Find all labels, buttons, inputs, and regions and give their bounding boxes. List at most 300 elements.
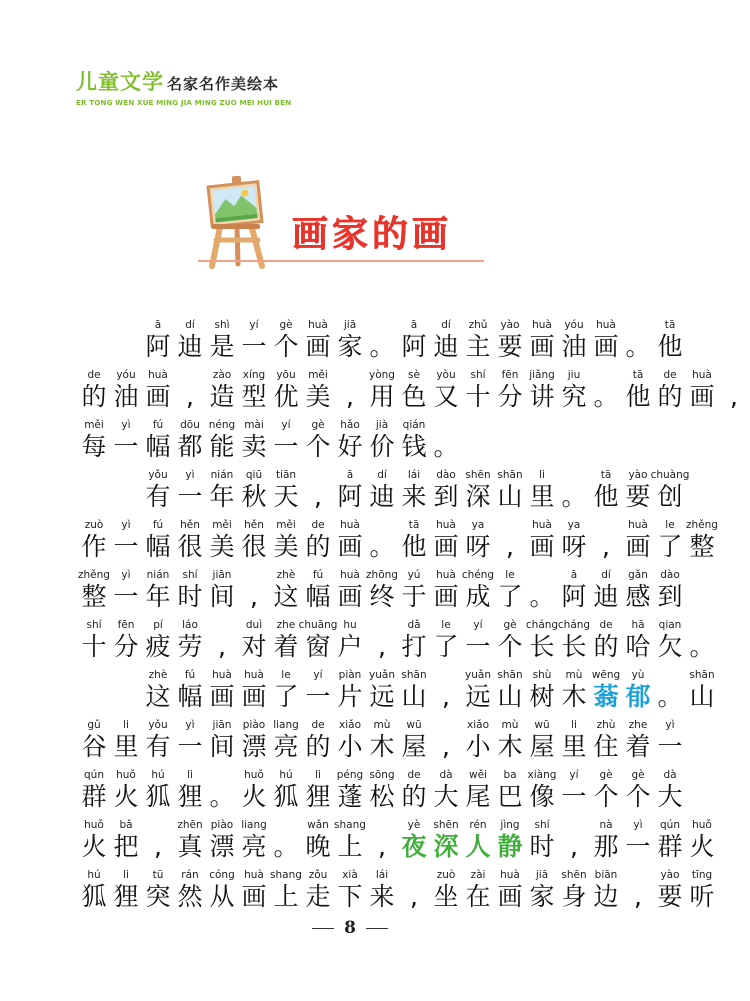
character <box>142 418 174 468</box>
pinyin: sōng <box>369 769 395 781</box>
hanzi: 群 <box>657 832 683 861</box>
character <box>430 518 462 568</box>
pinyin: jiān <box>212 569 232 581</box>
character <box>174 418 206 468</box>
pinyin: shang <box>334 819 366 831</box>
hanzi: 造 <box>209 382 235 411</box>
pinyin: hā <box>631 619 645 631</box>
hanzi: 小 <box>337 732 363 761</box>
hanzi: 迪 <box>433 332 459 361</box>
hanzi: 火 <box>113 782 139 811</box>
pinyin: ā <box>346 469 354 481</box>
highlighted-character <box>622 668 654 718</box>
pinyin: yòng <box>369 369 395 381</box>
hanzi: 主 <box>465 332 491 361</box>
character <box>174 468 206 518</box>
pinyin: yǒu <box>148 719 168 731</box>
hanzi: 下 <box>337 882 363 911</box>
hanzi: 画 <box>497 882 523 911</box>
character <box>650 468 690 518</box>
character <box>654 318 686 368</box>
character <box>590 768 622 818</box>
character <box>558 318 590 368</box>
pinyin: yì <box>121 419 131 431</box>
hanzi: 十 <box>465 382 491 411</box>
pinyin: lái <box>375 869 389 881</box>
pinyin: zhěng <box>686 519 718 531</box>
pinyin: rán <box>181 869 199 881</box>
character <box>398 718 430 768</box>
hanzi: 画 <box>337 532 363 561</box>
hanzi: , <box>442 732 450 761</box>
hanzi: 火 <box>689 832 715 861</box>
character <box>366 868 398 918</box>
character <box>270 818 302 868</box>
pinyin: mù <box>501 719 519 731</box>
pinyin: huà <box>436 519 456 531</box>
text-line <box>78 418 618 468</box>
pinyin: le <box>665 519 675 531</box>
hanzi: , <box>346 382 354 411</box>
character <box>238 568 270 618</box>
pinyin: xiàng <box>527 769 557 781</box>
character <box>302 868 334 918</box>
pinyin: fēn <box>117 619 135 631</box>
pinyin: nián <box>210 469 234 481</box>
character <box>174 518 206 568</box>
pinyin: yuǎn <box>465 669 491 681</box>
character <box>174 618 206 668</box>
pinyin: yóu <box>116 369 136 381</box>
pinyin: zào <box>212 369 232 381</box>
character <box>78 818 110 868</box>
hanzi: 片 <box>337 682 363 711</box>
highlighted-character <box>590 668 622 718</box>
pinyin: chéng <box>461 569 495 581</box>
hanzi: 蓊 <box>593 682 619 711</box>
pinyin: yuǎn <box>369 669 395 681</box>
pinyin: měi <box>84 419 104 431</box>
pinyin: de <box>599 619 613 631</box>
pinyin: gè <box>599 769 613 781</box>
character <box>654 868 686 918</box>
character <box>78 768 110 818</box>
hanzi: 钱 <box>401 432 427 461</box>
hanzi: 感 <box>625 582 651 611</box>
character <box>110 718 142 768</box>
character <box>78 868 110 918</box>
character <box>686 368 718 418</box>
character <box>558 868 590 918</box>
character <box>270 518 302 568</box>
pinyin: huà <box>628 519 648 531</box>
hanzi: 。 <box>369 532 395 561</box>
character <box>78 718 110 768</box>
character <box>558 368 590 418</box>
character <box>718 368 750 418</box>
hanzi: 里 <box>529 482 555 511</box>
pinyin: huà <box>500 869 520 881</box>
character <box>430 618 462 668</box>
pinyin: zuò <box>84 519 104 531</box>
pinyin: huà <box>148 369 168 381</box>
pinyin: tiān <box>275 469 297 481</box>
character <box>110 418 142 468</box>
hanzi: 里 <box>113 732 139 761</box>
pinyin: fú <box>152 519 164 531</box>
hanzi: , <box>250 582 258 611</box>
character <box>398 418 430 468</box>
hanzi: 屋 <box>529 732 555 761</box>
character <box>558 518 590 568</box>
character <box>206 818 238 868</box>
hanzi: 的 <box>81 382 107 411</box>
hanzi: 很 <box>177 532 203 561</box>
character <box>110 568 142 618</box>
pinyin: ya <box>567 519 581 531</box>
pinyin: dí <box>601 569 611 581</box>
hanzi: 狸 <box>113 882 139 911</box>
pinyin: tū <box>152 869 164 881</box>
character <box>654 368 686 418</box>
character <box>110 368 142 418</box>
hanzi: 阿 <box>145 332 171 361</box>
text-line <box>78 768 683 818</box>
hanzi: 画 <box>305 332 331 361</box>
character <box>654 718 686 768</box>
pinyin: le <box>441 619 451 631</box>
hanzi: , <box>442 682 450 711</box>
character <box>238 418 270 468</box>
hanzi: 蓬 <box>337 782 363 811</box>
character <box>430 668 462 718</box>
hanzi: 呀 <box>561 532 587 561</box>
pinyin: gè <box>311 419 325 431</box>
character <box>686 618 718 668</box>
pinyin: liang <box>273 719 299 731</box>
hanzi: 火 <box>81 832 107 861</box>
hanzi: 用 <box>369 382 395 411</box>
pinyin: hěn <box>244 519 264 531</box>
hanzi: 个 <box>497 632 523 661</box>
hanzi: 对 <box>241 632 267 661</box>
character <box>398 768 430 818</box>
pinyin: zhe <box>628 719 648 731</box>
highlighted-character <box>462 818 494 868</box>
pinyin: měi <box>276 519 296 531</box>
character <box>398 868 430 918</box>
hanzi: 欠 <box>657 632 683 661</box>
pinyin: shān <box>497 669 523 681</box>
pinyin: bǎ <box>119 819 133 831</box>
character <box>366 668 398 718</box>
pinyin: jiā <box>343 319 357 331</box>
character <box>462 868 494 918</box>
pinyin: jiān <box>212 719 232 731</box>
pinyin: cóng <box>209 869 235 881</box>
pinyin: qián <box>402 419 426 431</box>
hanzi: 要 <box>625 482 651 511</box>
hanzi: 他 <box>593 482 619 511</box>
hanzi: 个 <box>625 782 651 811</box>
hanzi: 然 <box>177 882 203 911</box>
character <box>238 518 270 568</box>
character <box>558 468 590 518</box>
hanzi: 尾 <box>465 782 491 811</box>
hanzi: 画 <box>625 532 651 561</box>
pinyin: chuāng <box>298 619 338 631</box>
pinyin: yì <box>121 569 131 581</box>
character <box>174 368 206 418</box>
hanzi: 的 <box>657 382 683 411</box>
hanzi: 这 <box>273 582 299 611</box>
character <box>366 818 398 868</box>
hanzi: 一 <box>465 632 491 661</box>
character <box>142 568 174 618</box>
hanzi: 松 <box>369 782 395 811</box>
character <box>270 468 302 518</box>
pinyin: yì <box>665 719 675 731</box>
hanzi: 着 <box>625 732 651 761</box>
pinyin: yào <box>500 319 520 331</box>
pinyin: shān <box>689 669 715 681</box>
easel-painting-icon <box>196 168 278 268</box>
character <box>238 618 270 668</box>
pinyin: láo <box>182 619 198 631</box>
character <box>558 568 590 618</box>
hanzi: 作 <box>81 532 107 561</box>
hanzi: 画 <box>593 332 619 361</box>
text-line <box>78 368 738 418</box>
character <box>622 818 654 868</box>
pinyin: huà <box>308 319 328 331</box>
pinyin: hú <box>279 769 293 781</box>
footer-dash-right <box>366 928 388 929</box>
hanzi: 真 <box>177 832 203 861</box>
pinyin: yì <box>633 819 643 831</box>
hanzi: 。 <box>689 632 715 661</box>
pinyin: huà <box>212 669 232 681</box>
pinyin: zhù <box>596 719 616 731</box>
series-header <box>76 66 291 107</box>
pinyin: de <box>407 769 421 781</box>
pinyin: yí <box>249 319 259 331</box>
character <box>430 568 462 618</box>
hanzi: 幅 <box>145 532 171 561</box>
page-footer <box>0 918 700 938</box>
hanzi: 年 <box>209 482 235 511</box>
hanzi: 打 <box>401 632 427 661</box>
character <box>462 318 494 368</box>
pinyin: yí <box>569 769 579 781</box>
hanzi: 突 <box>145 882 171 911</box>
hanzi: 窗 <box>305 632 331 661</box>
pinyin: piàn <box>338 669 362 681</box>
hanzi: 郁 <box>625 682 651 711</box>
hanzi: 来 <box>369 882 395 911</box>
character <box>206 868 238 918</box>
character <box>334 368 366 418</box>
character <box>590 568 622 618</box>
pinyin: lái <box>407 469 421 481</box>
character <box>334 818 366 868</box>
character <box>494 868 526 918</box>
character <box>238 368 270 418</box>
hanzi: 他 <box>657 332 683 361</box>
pinyin: mù <box>373 719 391 731</box>
character <box>462 618 494 668</box>
pinyin: huǒ <box>692 819 712 831</box>
hanzi: 画 <box>433 532 459 561</box>
hanzi: 有 <box>145 732 171 761</box>
character <box>526 768 558 818</box>
hanzi: 好 <box>337 432 363 461</box>
character <box>398 668 430 718</box>
pinyin: fú <box>152 419 164 431</box>
character <box>398 318 430 368</box>
character <box>334 568 366 618</box>
hanzi: 于 <box>401 582 427 611</box>
character <box>462 368 494 418</box>
character <box>302 468 334 518</box>
hanzi: 来 <box>401 482 427 511</box>
hanzi: 个 <box>273 332 299 361</box>
pinyin: huǒ <box>244 769 264 781</box>
pinyin: yòu <box>436 369 456 381</box>
hanzi: 山 <box>497 482 523 511</box>
character <box>302 568 334 618</box>
hanzi: 一 <box>273 432 299 461</box>
pinyin: qún <box>660 819 680 831</box>
hanzi: 长 <box>529 632 555 661</box>
character <box>238 768 270 818</box>
pinyin: néng <box>208 419 236 431</box>
pinyin: yè <box>407 819 421 831</box>
character <box>590 868 622 918</box>
character <box>302 368 334 418</box>
character <box>494 618 526 668</box>
hanzi: 屋 <box>401 732 427 761</box>
character <box>238 318 270 368</box>
hanzi: 成 <box>465 582 491 611</box>
pinyin: wēng <box>591 669 621 681</box>
text-line <box>78 318 683 368</box>
hanzi: 静 <box>497 832 523 861</box>
paragraph-indent <box>78 468 142 518</box>
hanzi: 分 <box>113 632 139 661</box>
pinyin: dǎ <box>407 619 421 631</box>
pinyin: hú <box>87 869 101 881</box>
hanzi: 整 <box>689 532 715 561</box>
character <box>366 418 398 468</box>
character <box>686 818 718 868</box>
character <box>334 668 366 718</box>
footer-dash-left <box>312 928 334 929</box>
pinyin: zhe <box>276 619 296 631</box>
character <box>78 368 110 418</box>
pinyin: duì <box>245 619 263 631</box>
character <box>654 668 686 718</box>
character <box>142 468 174 518</box>
pinyin: qiū <box>245 469 263 481</box>
highlighted-character <box>398 818 430 868</box>
pinyin: jià <box>375 419 389 431</box>
hanzi: 一 <box>177 732 203 761</box>
character <box>398 468 430 518</box>
hanzi: 间 <box>209 732 235 761</box>
pinyin: de <box>87 369 101 381</box>
character <box>302 818 334 868</box>
character <box>622 368 654 418</box>
hanzi: 狐 <box>81 882 107 911</box>
hanzi: 树 <box>529 682 555 711</box>
pinyin: zhěng <box>78 569 110 581</box>
hanzi: 的 <box>401 782 427 811</box>
character <box>462 718 494 768</box>
character <box>238 868 270 918</box>
pinyin: mài <box>244 419 264 431</box>
text-line <box>78 868 715 918</box>
character <box>366 718 398 768</box>
pinyin: huà <box>340 569 360 581</box>
character <box>174 568 206 618</box>
pinyin: zuò <box>436 869 456 881</box>
character <box>270 768 302 818</box>
pinyin: shēn <box>465 469 491 481</box>
character <box>654 518 686 568</box>
pinyin: dà <box>663 769 677 781</box>
hanzi: 坐 <box>433 882 459 911</box>
pinyin: yí <box>313 669 323 681</box>
character <box>622 768 654 818</box>
hanzi: 都 <box>177 432 203 461</box>
character <box>654 618 686 668</box>
paragraph-indent <box>78 668 142 718</box>
character <box>302 718 334 768</box>
hanzi: 一 <box>177 482 203 511</box>
hanzi: 像 <box>529 782 555 811</box>
character <box>590 368 622 418</box>
character <box>430 468 462 518</box>
character <box>590 618 622 668</box>
hanzi: 阿 <box>561 582 587 611</box>
hanzi: 能 <box>209 432 235 461</box>
character <box>174 668 206 718</box>
hanzi: 。 <box>209 782 235 811</box>
hanzi: 狸 <box>177 782 203 811</box>
pinyin: shí <box>534 819 550 831</box>
hanzi: 劳 <box>177 632 203 661</box>
pinyin: shí <box>86 619 102 631</box>
character <box>78 518 110 568</box>
character <box>558 818 590 868</box>
character <box>654 818 686 868</box>
hanzi: 长 <box>561 632 587 661</box>
character <box>622 618 654 668</box>
hanzi: 上 <box>337 832 363 861</box>
character <box>622 568 654 618</box>
page-number: 8 <box>344 918 356 938</box>
pinyin: yí <box>473 619 483 631</box>
character <box>334 518 366 568</box>
hanzi: 的 <box>305 732 331 761</box>
hanzi: 着 <box>273 632 299 661</box>
character <box>622 518 654 568</box>
hanzi: 油 <box>113 382 139 411</box>
hanzi: 画 <box>337 582 363 611</box>
hanzi: 美 <box>273 532 299 561</box>
character <box>238 468 270 518</box>
